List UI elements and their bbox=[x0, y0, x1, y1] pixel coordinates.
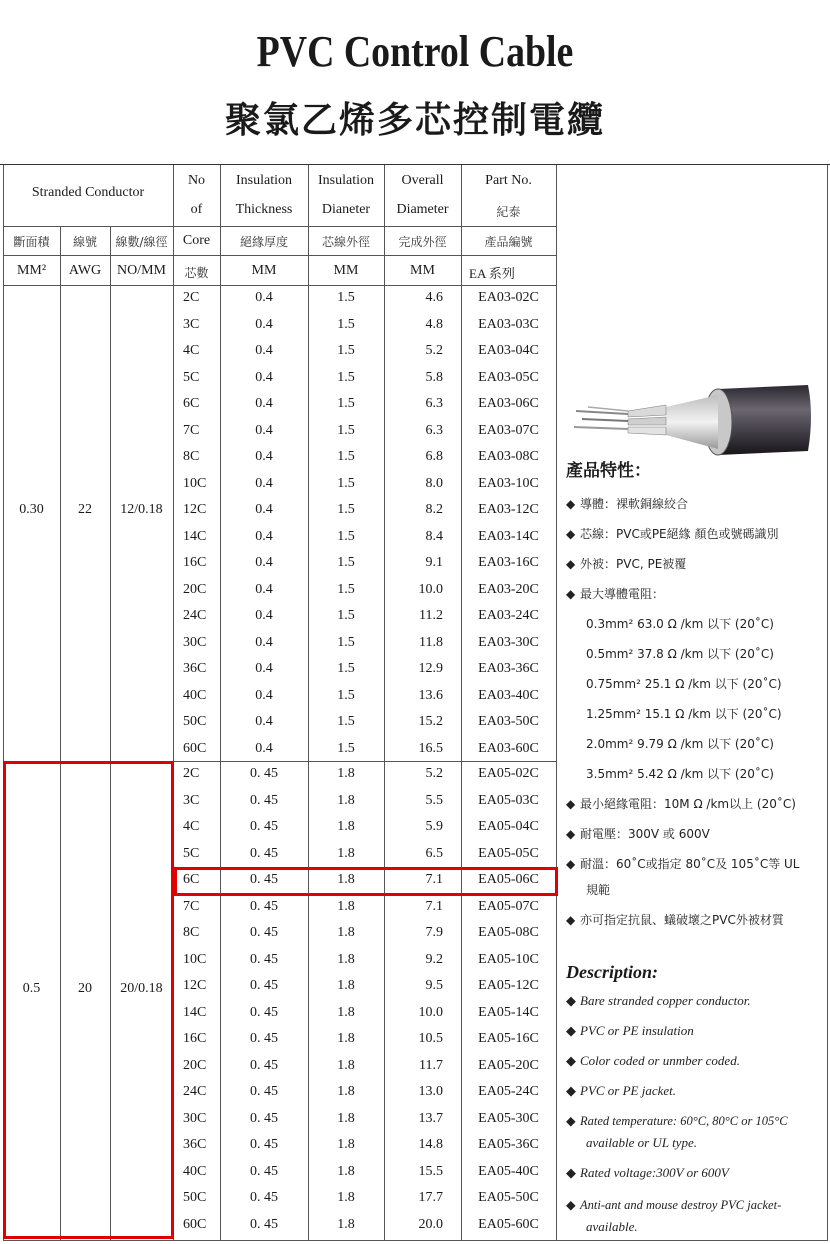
cell-overall-diameter: 7.1 bbox=[425, 898, 443, 914]
cell-insulation-diameter: 1.8 bbox=[337, 925, 355, 940]
cell-part-no: EA03-03C bbox=[478, 316, 539, 332]
cell-overall-diameter: 6.3 bbox=[425, 396, 443, 411]
cell-overall-diameter: 6.3 bbox=[425, 422, 443, 438]
cell-part-no: EA03-12C bbox=[478, 502, 539, 517]
resistance-row: 0.3mm² 63.0 Ω /km 以下 (20˚C) bbox=[586, 617, 774, 631]
cell-insulation-diameter: 1.5 bbox=[337, 555, 355, 570]
description-panel bbox=[566, 962, 830, 1241]
cell-insulation-diameter: 1.5 bbox=[337, 422, 355, 438]
cell-core: 7C bbox=[183, 898, 200, 914]
cell-insulation-diameter: 1.5 bbox=[337, 634, 355, 650]
diamond-bullet-icon: ◆ bbox=[566, 827, 576, 841]
cell-part-no: EA05-03C bbox=[478, 792, 539, 808]
cell-insulation-diameter: 1.8 bbox=[337, 792, 355, 808]
cell-part-no: EA03-05C bbox=[478, 369, 539, 385]
header-insulation: Insulation bbox=[236, 173, 292, 188]
cell-insulation-thickness: 0.4 bbox=[255, 502, 273, 517]
description-item: ◆ Color coded or unmber coded. bbox=[566, 1053, 740, 1068]
feature-zh-item: ◆ 耐溫：60˚C或指定 80˚C及 105˚C等 UL bbox=[566, 857, 800, 871]
cell-insulation-diameter: 1.5 bbox=[337, 608, 355, 623]
cell-insulation-thickness: 0. 45 bbox=[250, 872, 278, 887]
cell-insulation-thickness: 0.4 bbox=[255, 714, 273, 729]
cell-overall-diameter: 8.4 bbox=[425, 528, 443, 544]
cell-overall-diameter: 13.7 bbox=[418, 1110, 443, 1126]
cell-overall-diameter: 4.8 bbox=[425, 316, 443, 332]
diamond-bullet-icon: ◆ bbox=[566, 1053, 576, 1068]
cell-part-no: EA05-50C bbox=[478, 1190, 539, 1205]
cell-overall-diameter: 9.2 bbox=[425, 951, 443, 967]
feature-zh-item: ◆ 亦可指定抗鼠、蟻破壞之PVC外被材質 bbox=[566, 913, 784, 927]
cell-insulation-diameter: 1.5 bbox=[337, 581, 355, 597]
cell-overall-diameter: 8.0 bbox=[425, 475, 443, 491]
cell-part-no: EA05-60C bbox=[478, 1216, 539, 1232]
cell-insulation-diameter: 1.8 bbox=[337, 1004, 355, 1020]
cell-insulation-thickness: 0.4 bbox=[255, 449, 273, 464]
description-item: ◆ PVC or PE jacket. bbox=[566, 1083, 677, 1098]
cell-overall-diameter: 5.9 bbox=[425, 819, 443, 834]
cell-part-no: EA05-10C bbox=[478, 951, 539, 967]
cell-core: 14C bbox=[183, 528, 207, 544]
description-item: ◆ Rated voltage:300V or 600V bbox=[566, 1165, 729, 1180]
cell-overall-diameter: 4.6 bbox=[425, 290, 443, 305]
cell-part-no: EA05-40C bbox=[478, 1163, 539, 1179]
cell-part-no: EA05-36C bbox=[478, 1137, 539, 1152]
group1-awg: 22 bbox=[78, 502, 92, 517]
cell-overall-diameter: 5.8 bbox=[425, 369, 443, 385]
group2-awg: 20 bbox=[78, 981, 92, 996]
cell-core: 24C bbox=[183, 1084, 207, 1099]
cell-part-no: EA03-07C bbox=[478, 422, 539, 438]
diamond-bullet-icon: ◆ bbox=[566, 527, 576, 541]
cell-overall-diameter: 10.0 bbox=[418, 581, 443, 597]
cell-overall-diameter: 6.5 bbox=[425, 845, 443, 861]
cell-core: 8C bbox=[183, 925, 200, 940]
cell-core: 30C bbox=[183, 634, 207, 650]
cell-part-no: EA05-04C bbox=[478, 819, 539, 834]
unit-mm-thickness: MM bbox=[251, 263, 277, 278]
header-insulation2: Insulation bbox=[318, 173, 374, 188]
diamond-bullet-icon: ◆ bbox=[566, 993, 576, 1008]
cell-insulation-diameter: 1.5 bbox=[337, 369, 355, 385]
unit-nomm: NO/MM bbox=[116, 263, 166, 278]
cell-core: 20C bbox=[183, 1057, 207, 1073]
cell-core: 5C bbox=[183, 369, 200, 385]
diamond-bullet-icon: ◆ bbox=[566, 1023, 576, 1038]
cell-overall-diameter: 5.5 bbox=[425, 792, 443, 808]
cell-part-no: EA05-30C bbox=[478, 1110, 539, 1126]
cell-core: 3C bbox=[183, 316, 200, 332]
cell-part-no: EA05-14C bbox=[478, 1004, 539, 1020]
cell-insulation-thickness: 0. 45 bbox=[250, 978, 278, 993]
cell-insulation-thickness: 0.4 bbox=[255, 555, 273, 570]
cell-core: 40C bbox=[183, 1163, 207, 1179]
cell-insulation-thickness: 0. 45 bbox=[250, 925, 278, 940]
feature-zh-item: ◆ 導體：裸軟銅線絞合 bbox=[566, 497, 689, 511]
cell-insulation-thickness: 0. 45 bbox=[250, 1110, 278, 1126]
cell-core: 14C bbox=[183, 1004, 207, 1020]
header-zh-strand: 線數/線徑 bbox=[115, 235, 168, 249]
cell-insulation-diameter: 1.8 bbox=[337, 978, 355, 993]
cell-insulation-thickness: 0.4 bbox=[255, 475, 273, 491]
cell-insulation-diameter: 1.8 bbox=[337, 766, 355, 781]
cell-insulation-thickness: 0. 45 bbox=[250, 1084, 278, 1099]
cell-insulation-diameter: 1.8 bbox=[337, 898, 355, 914]
header-zh-od: 完成外徑 bbox=[398, 235, 447, 249]
header-core: Core bbox=[182, 233, 211, 248]
description-item: ◆ Anti-ant and mouse destroy PVC jacket- bbox=[566, 1198, 782, 1212]
cell-insulation-thickness: 0. 45 bbox=[250, 845, 278, 861]
header-no: No bbox=[187, 173, 206, 188]
cell-overall-diameter: 5.2 bbox=[425, 343, 443, 358]
page-subtitle-zh: 聚氯乙烯多芯控制電纜 bbox=[224, 100, 605, 141]
cell-overall-diameter: 14.8 bbox=[418, 1137, 443, 1152]
cell-insulation-thickness: 0. 45 bbox=[250, 1004, 278, 1020]
unit-mm2: MM² bbox=[16, 263, 47, 278]
cell-part-no: EA03-40C bbox=[478, 687, 539, 703]
resistance-row: 0.75mm² 25.1 Ω /km 以下 (20˚C) bbox=[586, 677, 782, 691]
cell-overall-diameter: 7.9 bbox=[425, 925, 443, 940]
cell-insulation-diameter: 1.8 bbox=[337, 951, 355, 967]
cell-core: 36C bbox=[183, 1137, 207, 1152]
cell-core: 5C bbox=[183, 845, 200, 861]
feature-zh-item: ◆ 最小絕緣電阻：10M Ω /km以上 (20˚C) bbox=[566, 797, 796, 811]
header-zh-area: 斷面積 bbox=[13, 235, 50, 249]
diamond-bullet-icon: ◆ bbox=[566, 1114, 576, 1128]
unit-mm-core-od: MM bbox=[333, 263, 359, 278]
header-of: of bbox=[190, 202, 203, 217]
cell-insulation-thickness: 0.4 bbox=[255, 661, 273, 676]
header-diameter: Diameter bbox=[396, 202, 449, 217]
unit-awg: AWG bbox=[68, 263, 102, 278]
feature-zh-item: ◆ 耐電壓：300V 或 600V bbox=[566, 827, 710, 841]
header-zh-gauge: 線號 bbox=[72, 235, 97, 249]
cell-insulation-thickness: 0.4 bbox=[255, 396, 273, 411]
header-thickness: Thickness bbox=[235, 202, 293, 217]
features-zh-panel bbox=[566, 456, 830, 941]
cell-core: 16C bbox=[183, 1031, 207, 1046]
cell-insulation-diameter: 1.8 bbox=[337, 1190, 355, 1205]
cell-part-no: EA03-06C bbox=[478, 396, 539, 411]
header-zh-core-od: 芯線外徑 bbox=[321, 235, 370, 249]
cell-core: 50C bbox=[183, 714, 207, 729]
description-item-cont: available. bbox=[586, 1219, 638, 1234]
cell-core: 36C bbox=[183, 661, 207, 676]
cell-core: 16C bbox=[183, 555, 207, 570]
header-zh-code: 產品編號 bbox=[484, 235, 533, 249]
diamond-bullet-icon: ◆ bbox=[566, 913, 576, 927]
cell-insulation-thickness: 0. 45 bbox=[250, 898, 278, 914]
cell-insulation-thickness: 0. 45 bbox=[250, 1031, 278, 1046]
unit-ea-series: EA 系列 bbox=[469, 266, 515, 281]
description-title: Description: bbox=[566, 962, 658, 982]
cell-core: 20C bbox=[183, 581, 207, 597]
cell-overall-diameter: 15.5 bbox=[418, 1163, 443, 1179]
diamond-bullet-icon: ◆ bbox=[566, 587, 576, 601]
cell-core: 4C bbox=[183, 819, 200, 834]
cell-insulation-thickness: 0. 45 bbox=[250, 766, 278, 781]
cell-insulation-thickness: 0.4 bbox=[255, 687, 273, 703]
cell-insulation-diameter: 1.5 bbox=[337, 449, 355, 464]
cell-insulation-diameter: 1.5 bbox=[337, 475, 355, 491]
cell-part-no: EA05-20C bbox=[478, 1057, 539, 1073]
diamond-bullet-icon: ◆ bbox=[566, 1165, 576, 1180]
cell-overall-diameter: 10.0 bbox=[418, 1004, 443, 1020]
cell-insulation-thickness: 0.4 bbox=[255, 740, 273, 756]
cell-insulation-diameter: 1.5 bbox=[337, 290, 355, 305]
feature-zh-item: ◆ 芯線：PVC或PE絕緣 顏色或號碼識別 bbox=[566, 527, 779, 541]
features-zh-title: 產品特性： bbox=[566, 461, 651, 481]
cell-insulation-thickness: 0. 45 bbox=[250, 792, 278, 808]
diamond-bullet-icon: ◆ bbox=[566, 797, 576, 811]
cell-overall-diameter: 13.0 bbox=[418, 1084, 443, 1099]
cell-part-no: EA03-02C bbox=[478, 290, 539, 305]
cell-insulation-thickness: 0. 45 bbox=[250, 951, 278, 967]
cell-overall-diameter: 13.6 bbox=[418, 687, 443, 703]
cell-insulation-thickness: 0.4 bbox=[255, 581, 273, 597]
description-item: ◆ Bare stranded copper conductor. bbox=[566, 993, 751, 1008]
cell-insulation-thickness: 0. 45 bbox=[250, 1190, 278, 1205]
cell-overall-diameter: 20.0 bbox=[418, 1216, 443, 1232]
cell-part-no: EA03-20C bbox=[478, 581, 539, 597]
group2-area: 0.5 bbox=[22, 981, 41, 996]
cell-insulation-diameter: 1.8 bbox=[337, 845, 355, 861]
cell-insulation-diameter: 1.8 bbox=[337, 872, 355, 887]
cell-part-no: EA03-60C bbox=[478, 740, 539, 756]
cell-core: 10C bbox=[183, 475, 207, 491]
cell-part-no: EA05-05C bbox=[478, 845, 539, 861]
highlight-row-ea05-06c bbox=[174, 867, 558, 896]
feature-zh-item-cont: 規範 bbox=[586, 883, 611, 897]
cell-overall-diameter: 10.5 bbox=[418, 1031, 443, 1046]
unit-cores: 芯數 bbox=[184, 266, 209, 280]
group1-area: 0.30 bbox=[19, 502, 44, 517]
header-zh-thickness: 絕緣厚度 bbox=[239, 235, 288, 249]
cell-core: 6C bbox=[183, 396, 200, 411]
cell-part-no: EA05-07C bbox=[478, 898, 539, 914]
cell-overall-diameter: 11.2 bbox=[419, 608, 443, 623]
cell-core: 50C bbox=[183, 1190, 207, 1205]
cell-insulation-thickness: 0. 45 bbox=[250, 1163, 278, 1179]
cell-part-no: EA03-50C bbox=[478, 714, 539, 729]
cell-core: 4C bbox=[183, 343, 200, 358]
cell-overall-diameter: 11.7 bbox=[419, 1057, 443, 1073]
cell-insulation-diameter: 1.5 bbox=[337, 661, 355, 676]
cell-core: 40C bbox=[183, 687, 207, 703]
cell-overall-diameter: 12.9 bbox=[418, 661, 443, 676]
cell-core: 12C bbox=[183, 978, 207, 993]
cell-insulation-thickness: 0. 45 bbox=[250, 1216, 278, 1232]
cable-image bbox=[568, 371, 814, 467]
cell-part-no: EA03-30C bbox=[478, 634, 539, 650]
cell-insulation-diameter: 1.8 bbox=[337, 1137, 355, 1152]
cell-insulation-diameter: 1.5 bbox=[337, 343, 355, 358]
resistance-row: 0.5mm² 37.8 Ω /km 以下 (20˚C) bbox=[586, 647, 774, 661]
cell-part-no: EA03-24C bbox=[478, 608, 539, 623]
cell-insulation-thickness: 0. 45 bbox=[250, 1057, 278, 1073]
page-title: PVC Control Cable bbox=[256, 27, 574, 76]
cell-core: 10C bbox=[183, 951, 207, 967]
cell-part-no: EA03-10C bbox=[478, 475, 539, 491]
cell-insulation-diameter: 1.5 bbox=[337, 714, 355, 729]
resistance-row: 3.5mm² 5.42 Ω /km 以下 (20˚C) bbox=[586, 767, 774, 781]
header-partno-zh: 紀泰 bbox=[496, 205, 521, 219]
cell-insulation-thickness: 0.4 bbox=[255, 422, 273, 438]
cell-part-no: EA05-06C bbox=[478, 872, 539, 887]
cell-overall-diameter: 5.2 bbox=[425, 766, 443, 781]
cell-insulation-thickness: 0.4 bbox=[255, 369, 273, 385]
cell-insulation-thickness: 0. 45 bbox=[250, 819, 278, 834]
cell-part-no: EA05-12C bbox=[478, 978, 539, 993]
cell-part-no: EA05-02C bbox=[478, 766, 539, 781]
cell-core: 2C bbox=[183, 766, 200, 781]
unit-mm-od: MM bbox=[410, 263, 435, 278]
description-item-cont: available or UL type. bbox=[586, 1135, 697, 1150]
diamond-bullet-icon: ◆ bbox=[566, 497, 576, 511]
cell-core: 7C bbox=[183, 422, 200, 438]
cell-overall-diameter: 15.2 bbox=[418, 714, 443, 729]
cell-insulation-diameter: 1.8 bbox=[337, 1163, 355, 1179]
cell-core: 24C bbox=[183, 608, 207, 623]
cell-part-no: EA03-36C bbox=[478, 661, 539, 676]
cell-insulation-thickness: 0.4 bbox=[255, 316, 273, 332]
cell-part-no: EA03-08C bbox=[478, 449, 539, 464]
cell-overall-diameter: 9.1 bbox=[425, 555, 443, 570]
diamond-bullet-icon: ◆ bbox=[566, 857, 576, 871]
cell-overall-diameter: 6.8 bbox=[425, 449, 443, 464]
cell-core: 2C bbox=[183, 290, 200, 305]
cell-core: 8C bbox=[183, 449, 200, 464]
cell-insulation-thickness: 0.4 bbox=[255, 343, 273, 358]
cell-insulation-thickness: 0. 45 bbox=[250, 1137, 278, 1152]
cell-insulation-diameter: 1.8 bbox=[337, 819, 355, 834]
header-dianeter: Dianeter bbox=[321, 202, 371, 217]
cell-core: 12C bbox=[183, 502, 207, 517]
cell-part-no: EA05-24C bbox=[478, 1084, 539, 1099]
feature-zh-item: ◆ 外被：PVC, PE被覆 bbox=[566, 557, 687, 571]
cell-insulation-thickness: 0.4 bbox=[255, 634, 273, 650]
cell-insulation-thickness: 0.4 bbox=[255, 528, 273, 544]
highlight-group2-conductor bbox=[3, 761, 174, 1239]
diamond-bullet-icon: ◆ bbox=[566, 557, 576, 571]
cell-part-no: EA05-16C bbox=[478, 1031, 539, 1046]
cell-insulation-diameter: 1.5 bbox=[337, 740, 355, 756]
cell-core: 60C bbox=[183, 1216, 207, 1232]
header-overall: Overall bbox=[401, 173, 444, 188]
cell-overall-diameter: 7.1 bbox=[425, 872, 443, 887]
cell-insulation-diameter: 1.8 bbox=[337, 1031, 355, 1046]
cell-insulation-diameter: 1.8 bbox=[337, 1110, 355, 1126]
cell-overall-diameter: 8.2 bbox=[425, 502, 443, 517]
cell-part-no: EA05-08C bbox=[478, 925, 539, 940]
cell-insulation-diameter: 1.5 bbox=[337, 316, 355, 332]
cell-part-no: EA03-14C bbox=[478, 528, 539, 544]
resistance-row: 1.25mm² 15.1 Ω /km 以下 (20˚C) bbox=[586, 707, 782, 721]
cell-insulation-thickness: 0.4 bbox=[255, 290, 273, 305]
group1-strand: 12/0.18 bbox=[120, 502, 163, 517]
cell-insulation-diameter: 1.5 bbox=[337, 396, 355, 411]
cell-overall-diameter: 16.5 bbox=[418, 740, 443, 756]
cell-insulation-diameter: 1.8 bbox=[337, 1084, 355, 1099]
cell-overall-diameter: 17.7 bbox=[418, 1190, 443, 1205]
cell-core: 30C bbox=[183, 1110, 207, 1126]
cell-part-no: EA03-04C bbox=[478, 343, 539, 358]
cell-insulation-thickness: 0.4 bbox=[255, 608, 273, 623]
header-stranded-conductor: Stranded Conductor bbox=[31, 185, 145, 200]
cell-insulation-diameter: 1.5 bbox=[337, 528, 355, 544]
cell-overall-diameter: 9.5 bbox=[425, 978, 443, 993]
cell-insulation-diameter: 1.5 bbox=[337, 687, 355, 703]
cell-core: 3C bbox=[183, 792, 200, 808]
cell-part-no: EA03-16C bbox=[478, 555, 539, 570]
diamond-bullet-icon: ◆ bbox=[566, 1083, 576, 1098]
cell-overall-diameter: 11.8 bbox=[419, 634, 443, 650]
cell-insulation-diameter: 1.5 bbox=[337, 502, 355, 517]
feature-zh-item: ◆ 最大導體電阻： bbox=[566, 587, 665, 601]
group2-strand: 20/0.18 bbox=[120, 981, 163, 996]
cell-insulation-diameter: 1.8 bbox=[337, 1216, 355, 1232]
resistance-row: 2.0mm² 9.79 Ω /km 以下 (20˚C) bbox=[586, 737, 774, 751]
cell-insulation-diameter: 1.8 bbox=[337, 1057, 355, 1073]
cell-core: 60C bbox=[183, 740, 207, 756]
cell-core: 6C bbox=[183, 872, 200, 887]
description-item: ◆ PVC or PE insulation bbox=[566, 1023, 694, 1038]
description-item: ◆ Rated temperature: 60°C, 80°C or 105°C bbox=[566, 1114, 788, 1128]
diamond-bullet-icon: ◆ bbox=[566, 1198, 576, 1212]
header-partno: Part No. bbox=[485, 173, 532, 188]
